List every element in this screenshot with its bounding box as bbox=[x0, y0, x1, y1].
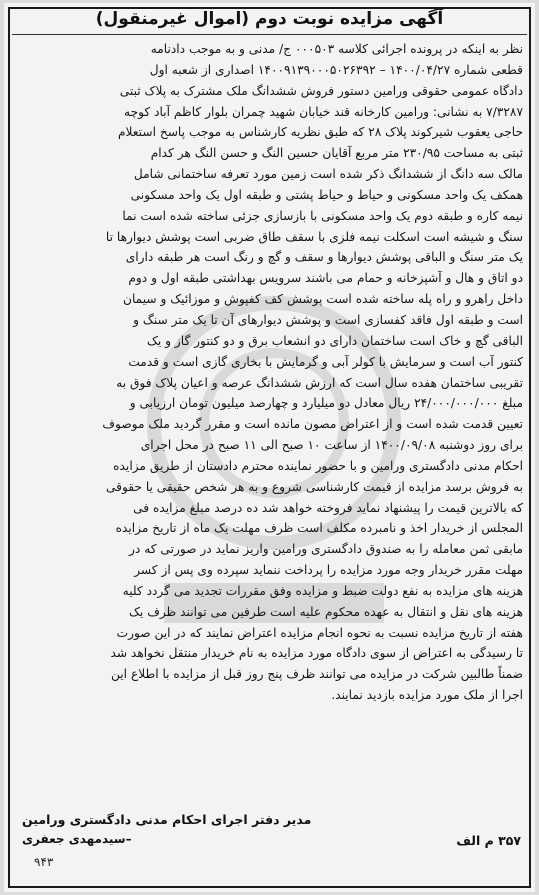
signature-office: مدیر دفتر اجرای احکام مدنی دادگستری ورامین bbox=[22, 812, 312, 827]
body-line: هفته از تاریخ مزایده نسبت به نحوه انجام مزایده اعتراض نمایند که در این صورت bbox=[116, 625, 523, 640]
body-line: برای روز دوشنبه ۱۴۰۰/۰۹/۰۸ از ساعت ۱۰ صبح الی ۱۱ صبح در محل اجرای bbox=[140, 438, 523, 453]
body-line: یک متر سنگ و الباقی پوشش دیوارها و سقف و گچ و رنگ است هر طبقه دارای bbox=[125, 250, 523, 265]
body-line: الباقی گچ و خاک است ساختمان دارای دو انشعاب برق و دو کنتور گاز و یک bbox=[146, 333, 523, 348]
body-line: حاجی یعقوب شیرکوند پلاک ۲۸ که طبق نظریه کارشناس به موجب پاسخ استعلام bbox=[117, 125, 523, 140]
signature-name: –سیدمهدی جعفری bbox=[22, 832, 132, 846]
body-line: هزینه های مزایده به نفع دولت ضبط و مزایده وفق مقررات تجدید می گردد کلیه bbox=[122, 583, 523, 598]
notice-code: ۳۵۷ م الف bbox=[456, 833, 521, 848]
body-line: مابقی ثمن معامله را به صندوق دادگستری ورامین واریز نماید در صورتی که در bbox=[129, 542, 523, 557]
body-line: احکام مدنی دادگستری ورامین و با حضور نماینده محترم دادستان از طریق مزایده bbox=[113, 458, 523, 473]
body-line: که بالاترین قیمت را پیشنهاد نماید فروخته خواهد شد ده درصد مبلغ مزایده فی bbox=[133, 500, 523, 515]
body-line: تعیین قدمت شده است و از اعتراض مصون مانده است و مقرر گردید ملک موصوف bbox=[102, 417, 523, 432]
body-line: همکف یک واحد مسکونی و حیاط و حیاط پشتی و طبقه اول یک واحد مسکونی bbox=[130, 187, 523, 202]
body-line: به فروش برسد مزایده از قیمت کارشناسی شروع و به هر شخص حقیقی یا حقوقی bbox=[105, 479, 523, 494]
body-line: داخل راهرو و راه پله ساخته شده است پوشش کف کفپوش و موزائیک و سیمان bbox=[123, 292, 523, 307]
body-line: تا رسیدگی به اعتراض از سوی دادگاه مورد مزایده به نام خریدار منتقل نخواهد شد bbox=[110, 646, 523, 661]
notice-body bbox=[18, 39, 523, 706]
title-divider bbox=[12, 34, 527, 35]
body-line: است و طبقه اول فاقد کفسازی است و پوشش دیوارهای آن تا یک متر سنگ و bbox=[133, 312, 523, 327]
body-line: اجرا از ملک مورد مزایده بازدید نمایند. bbox=[331, 688, 523, 703]
newspaper-clipping bbox=[4, 3, 535, 892]
body-line: مبلغ ۲۴/۰۰۰/۰۰۰/۰۰۰ ریال معادل دو میلیارد و چهارصد میلیون تومان ارزیابی و bbox=[129, 396, 523, 411]
body-line: کنتور آب است و سرمایش با کولر آبی و گرمایش با بخاری گازی است و قدمت bbox=[128, 354, 523, 369]
body-line: ثبتی به مساحت ۲۳۰/۹۵ متر مربع آقایان حسین النگ و حسن النگ هر کدام bbox=[150, 146, 523, 161]
body-line: هزینه های نقل و انتقال به عهده محکوم علیه است طرفین می توانند ظرف یک bbox=[129, 604, 523, 619]
body-line: ۷/۳۲۸۷ به نشانی: ورامین کارخانه قند خیابان شهید چمران بلوار کاظم آباد کوچه bbox=[124, 104, 523, 119]
body-line: دو اتاق و هال و آشپزخانه و حمام می باشند سرویس بهداشتی طبقه اول و دوم bbox=[128, 271, 523, 286]
body-line: دادگاه عمومی حقوقی ورامین دستور فروش ششدانگ ملک مشترک به پلاک ثبتی bbox=[119, 83, 523, 98]
body-line: نیمه کاره و طبقه دوم یک واحد مسکونی با بازسازی جزئی ساخته شده است نما bbox=[122, 208, 523, 223]
body-line: قطعی شماره ۱۴۰۰/۰۴/۲۷ – ۱۴۰۰۹۱۳۹۰۰۰۵۰۲۶۳۹۲ اصداری از شعبه اول bbox=[149, 62, 523, 77]
body-line: مهلت مقرر خریدار وجه مورد مزایده را پرداخت ننماید سپرده وی پس از کسر bbox=[134, 563, 523, 578]
page-number: ۹۴۳ bbox=[34, 855, 54, 869]
body-line: سنگ و شیشه است اسکلت نیمه فلزی با سقف طاق ضربی است پوشش دیوارها تا bbox=[105, 229, 523, 244]
body-line: مالک سه دانگ از ششدانگ ذکر شده است زمین مورد تعرفه ساختمانی شامل bbox=[133, 167, 523, 182]
body-line: نظر به اینکه در پرونده اجرائی کلاسه ۰۰۰۵۰۳ ج/ مدنی و به موجب دادنامه bbox=[150, 42, 523, 56]
body-line: تقریبی ساختمان هفده سال است که ارزش ششدانگ عرصه و اعیان پلاک فوق به bbox=[116, 375, 523, 390]
body-line: المجلس از خریدار اخذ و نامبرده مکلف است ظرف مهلت یک ماه از تاریخ مزایده bbox=[115, 521, 523, 536]
body-line: ضمناً طالبین شرکت در مزایده می توانند ظرف پنج روز قبل از مزایده با اطلاع این bbox=[111, 667, 523, 682]
notice-title: آگهی مزایده نوبت دوم (اموال غیرمنقول) bbox=[95, 9, 444, 29]
